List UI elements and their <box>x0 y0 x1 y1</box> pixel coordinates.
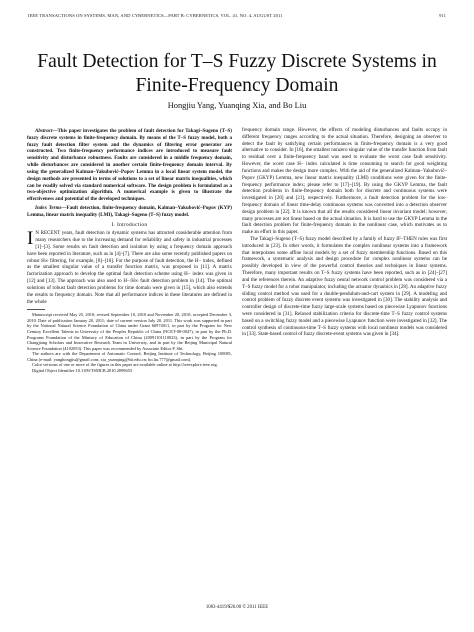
right-paragraph-2: The Takagi–Sugeno (T–S) fuzzy model described by a family of fuzzy IF–THEN rules was first introduced in [23]. In other words, it formulates the complex nonlinear systems into a framework that interpolates some affine local models by a set of fuzzy membership functions. Based on this framework, a systematic analysis and design procedure for complex nonlinear systems can be possibly developed in view of the powerful control theories and techniques in linear systems. Therefore, many important results on T–S fuzzy systems have been reported, such as in [24]–[27] and the references therein. An adaptive fuzzy neural network control problem was considered via a T–S fuzzy model for a robot manipulator, including the actuator dynamics in [28]. An adaptive fuzzy sliding control method was used for a double-pendulum-and-cart system in [29]. A modeling and control problem of fuzzy discrete event systems was investigated in [30]. The stability analysis and controller design of discrete-time fuzzy large-scale systems based on piecewise Lyapunov functions were considered in [31]. Relaxed stabilization criteria for discrete-time T–S fuzzy control systems based on a switching fuzzy model and a piecewise Lyapunov function were investigated in [32]. The control synthesis of continuous-time T–S fuzzy systems with local nonlinear models was considered in [33]. State-based control of fuzzy discrete-event systems was given in [34]. <box>242 236 447 338</box>
index-terms-text: —Fault detection, finite-frequency domain, Kalman–Yakubovič–Popov (KYP) Lemma, linear matrix inequality (LMI), Takagi–Sugeno (T–S) fuzzy model. <box>27 204 232 218</box>
copyright-footer: 1083-4419/$26.00 © 2011 IEEE <box>205 605 269 610</box>
footnote-color: Color versions of one or more of the figures in this paper are available online at http://ieeexplore.ieee.org. <box>32 362 218 368</box>
author-list: Hongjiu Yang, Yuanqing Xia, and Bo Liu <box>167 101 307 110</box>
title-line-1: Fault Detection for T–S Fuzzy Discrete Systems in <box>37 51 437 72</box>
left-column <box>27 128 232 373</box>
paper-title <box>20 50 454 98</box>
footnote-manuscript: Manuscript received May 25, 2010; revised September 10, 2010 and November 20, 2010; accepted December 3, 2010. Date of publication January 20, 2011; date of current version July 20, 2011. This work was supported in part by the National Natural Science Foundation of China under Grant 60974011, in part by the Program for New Century Excellent Talents in University of the Peoples Republic of China (NCET-08-0047), in part by the Ph.D. Programs Foundation of the Ministry of Education of China (20091101110023), in part by the Program for Changjiang Scholars and Innovative Research Team in University, and in part by the Beijing Municipal Natural Science Foundation (4102053). This paper was recommended by Associate Editor P. Shi. <box>27 312 232 351</box>
abstract-lead: Abstract <box>35 128 53 134</box>
running-header <box>28 13 446 18</box>
index-terms-lead: Index Terms <box>35 204 62 211</box>
footnote-rule <box>27 309 45 310</box>
right-column <box>242 127 447 338</box>
footnote-affiliation: The authors are with the Department of Automatic Control, Beijing Institute of Technology, Beijing 100081, China (e-mail: yanghongjiu@gmail.com; xia_yuanqing@bit.edu.cn; bo.liu.777@gmail.com). <box>27 351 232 362</box>
journal-header: IEEE TRANSACTIONS ON SYSTEMS, MAN, AND CYBERNETICS—PART B: CYBERNETICS, VOL. 41, NO. 4, AUGUST 2011 <box>28 13 283 18</box>
abstract-text: —This paper investigates the problem of fault detection for Takagi–Sugeno (T–S) fuzzy discrete systems in finite-frequency domain. By means of the T–S fuzzy model, both a fuzzy fault detection filter system and the dynamics of filtering error generator are constructed. Two finite-frequency performance indices are introduced to measure fault sensitivity and disturbance robustness. Faults are considered in a middle frequency domain, while disturbances are considered in another certain finite-frequency domain interval. By using the generalized Kalman–Yakubovič–Popov Lemma in a local linear system model, the design methods are presented in terms of solutions to a set of linear matrix inequalities, which can be readily solved via standard numerical software. The design problem is formulated as a two-objective optimization algorithm. A numerical example is given to illustrate the effectiveness and potential of the developed techniques. <box>27 128 232 203</box>
intro-text: N RECENT years, fault detection in dynamic systems has attracted considerable attention from many researchers due to the increasing demand for reliability and safety in industrial processes [1]–[3]. Some results on fault detection and isolation by using a frequency domain approach have been reported in literature, such as in [4]–[7]. There are also some recently published papers on robust H∞ filtering, for example, [8]–[10]. For the purpose of fault detection, the H− index, defined as the smallest singular value of a transfer function matrix, was proposed in [11]. A matrix factorization approach to develop the optimal fault detection scheme using H− index was given in [12] and [13]. The approach was also used to H−/H∞ fault detection problem in [14]. The optimal solutions of robust fault detection problems for time domain were given in [15], which also extends the results to frequency domain. Note that all performance indices in these literatures are defined in the whole <box>27 230 232 305</box>
footnote-doi: Digital Object Identifier 10.1109/TSMCB.2010.2099653 <box>32 367 133 373</box>
page-number: 911 <box>439 13 446 18</box>
intro-paragraph <box>27 230 232 305</box>
right-paragraph-1: frequency domain range. However, the effects of modeling disturbances and faults occupy in different frequency ranges according to the actual situation. Therefore, designing an observer to detect the fault by satisfying certain performances in finite-frequency domain is a very good alternative to consider. In [16], the smallest nonzero singular value of the transfer function from fault to residual over a finite-frequency band was used to evaluate the worst case fault sensitivity. However, the worst case H− index calculated is time consuming to search for good weighting functions and makes the design more complex. With the aid of the generalized Kalman–Yakubovič–Popov (GKYP) Lemma, new linear matrix inequality (LMI) conditions were given for the finite-frequency performance index; please refer to [17]–[19]. By using the GKYP Lemma, the fault detection problems in finite-frequency domain both for discrete and continuous systems were investigated in [20] and [21], respectively. Furthermore, a fault detection problem for the low-frequency domain of linear time-delay continuous systems was converted into a detection observer design problem in [22]. It is known that all the results considered linear invariant model; however, many processes are not linear based on the actual situation. It is hard to use the GKYP Lemma in the fault detection problem for finite-frequency domain in the nonlinear case, which motivates us to make an effort in this paper. <box>242 127 447 236</box>
abstract <box>27 128 232 203</box>
index-terms <box>27 205 232 219</box>
title-line-2: Finite-Frequency Domain <box>135 75 339 96</box>
section-heading-introduction: I. Introduction <box>111 221 148 228</box>
drop-cap: I <box>27 228 34 250</box>
